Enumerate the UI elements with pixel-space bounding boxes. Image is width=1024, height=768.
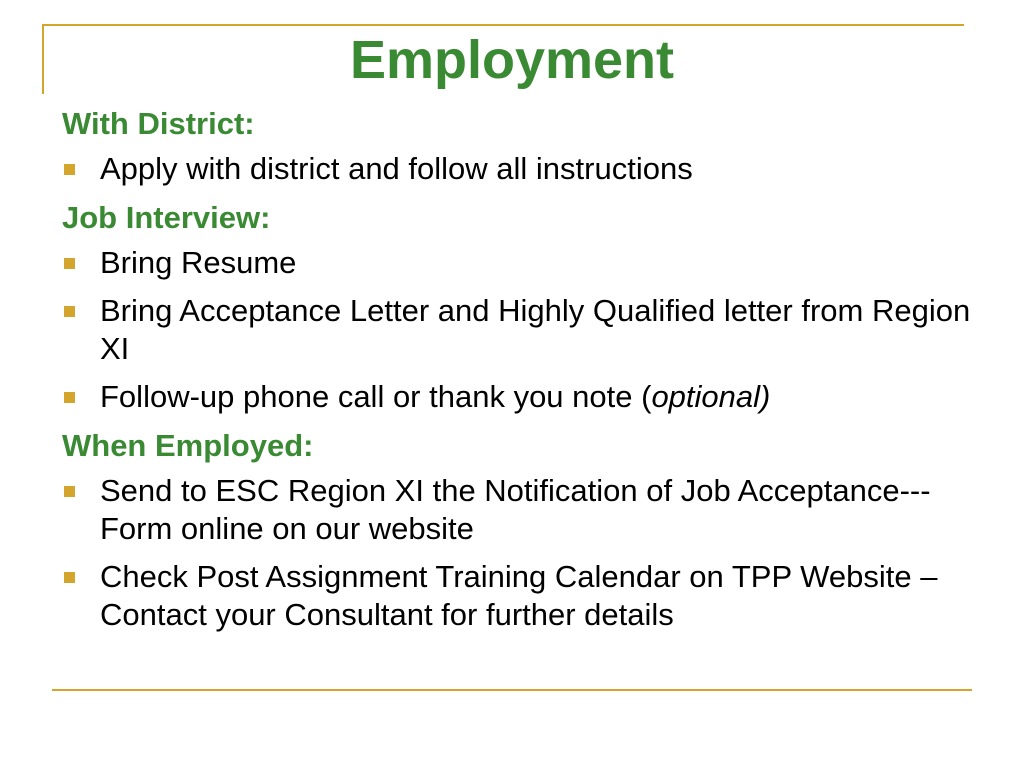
bullet-text: Check Post Assignment Training Calendar on TPP Website – Contact your Consultant for further details [100, 559, 938, 632]
bullet-item [62, 558, 982, 634]
bullet-text: Apply with district and follow all instructions [100, 151, 693, 186]
square-bullet-icon [64, 258, 75, 269]
bullet-text-italic: optional) [651, 379, 771, 414]
slide-body [62, 104, 982, 644]
square-bullet-icon [64, 306, 75, 317]
bullet-text: Send to ESC Region XI the Notification of Job Acceptance--- Form online on our website [100, 473, 931, 546]
bottom-divider [52, 689, 972, 691]
bullet-item [62, 378, 982, 416]
slide-title: Employment [349, 30, 675, 90]
bullet-text: Follow-up phone call or thank you note ( [100, 379, 652, 414]
bullet-text: Bring Resume [100, 245, 297, 280]
square-bullet-icon [64, 572, 75, 583]
bullet-item [62, 150, 982, 188]
bullet-text: Bring Acceptance Letter and Highly Qualified letter from Region XI [100, 293, 971, 366]
section-heading-with-district: With District: [62, 106, 255, 141]
square-bullet-icon [64, 392, 75, 403]
section-heading-when-employed: When Employed: [62, 428, 314, 463]
square-bullet-icon [64, 164, 75, 175]
top-divider [42, 24, 964, 26]
square-bullet-icon [64, 486, 75, 497]
bullet-item [62, 244, 982, 282]
section-heading-job-interview: Job Interview: [62, 200, 271, 235]
bullet-item [62, 292, 982, 368]
bullet-item [62, 472, 982, 548]
